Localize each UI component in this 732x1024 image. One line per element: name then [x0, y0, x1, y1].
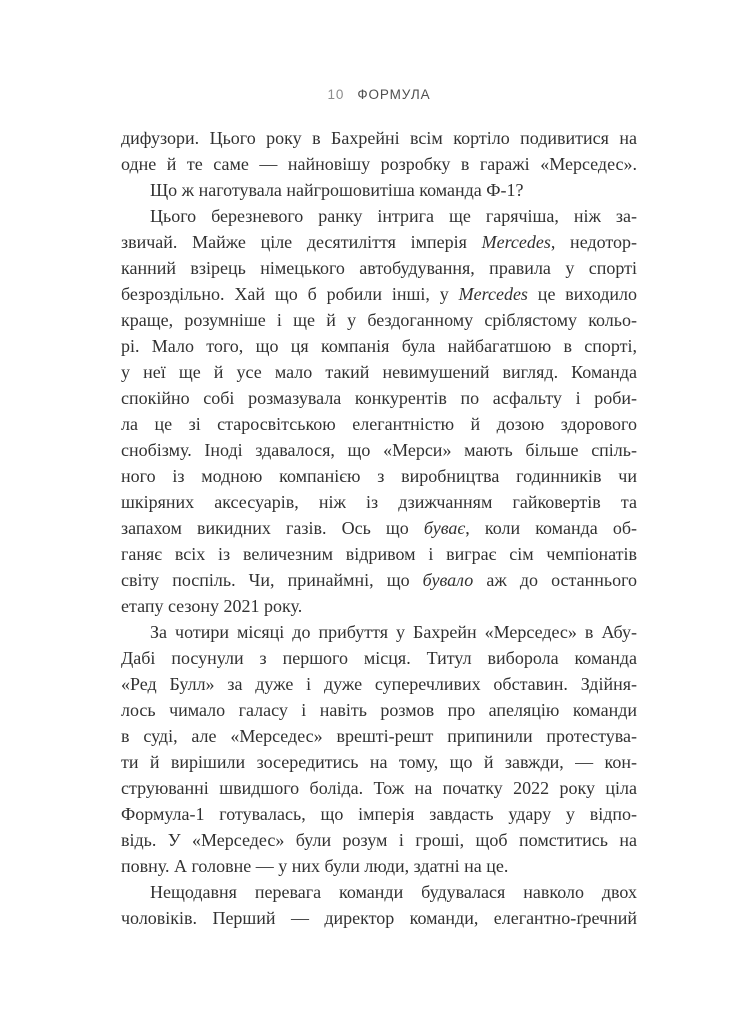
- text-segment: в суді, але «Мерседес» врешті-решт припинили протестува-: [121, 726, 637, 746]
- italic-text-segment: бувало: [422, 570, 474, 590]
- text-segment: ного із модною компанією з виробництва годинників чи: [121, 466, 637, 486]
- italic-text-segment: Mercedes: [458, 284, 528, 304]
- page-text: [121, 125, 637, 931]
- text-segment: За чотири місяці до прибуття у Бахрейн «Мерседес» в Абу-: [150, 622, 637, 642]
- text-line: [121, 489, 637, 515]
- text-line: [121, 203, 637, 229]
- text-line: [121, 879, 637, 905]
- text-line: [121, 385, 637, 411]
- text-line: [121, 515, 637, 541]
- text-line: [121, 541, 637, 567]
- text-line: [121, 723, 637, 749]
- text-segment: Нещодавня перевага команди будувалася навколо двох: [150, 882, 637, 902]
- text-segment: одне й те саме — найновішу розробку в гаражі «Мерседес».: [121, 154, 637, 174]
- text-segment: повну. А головне — у них були люди, здатні на це.: [121, 856, 509, 876]
- page-header: [121, 87, 637, 102]
- text-segment: , недотор-: [550, 232, 637, 252]
- text-line: [121, 463, 637, 489]
- page-number: 10: [327, 87, 345, 102]
- text-line: [121, 151, 637, 177]
- text-line: [121, 437, 637, 463]
- text-segment: Що ж наготувала найгрошовитіша команда Ф-1?: [150, 180, 524, 200]
- text-segment: у неї ще й усе мало такий невимушений вигляд. Команда: [121, 362, 637, 382]
- text-segment: Формула-1 готувалась, що імперія завдасть удару у відпо-: [121, 804, 637, 824]
- text-segment: ла це зі старосвітською елегантністю й дозою здорового: [121, 414, 637, 434]
- text-line: [121, 567, 637, 593]
- text-segment: лось чимало галасу і навіть розмов про апеляцію команди: [121, 700, 637, 720]
- text-segment: звичай. Майже ціле десятиліття імперія: [121, 232, 482, 252]
- text-segment: струюванні швидшого боліда. Тож на початку 2022 року ціла: [121, 778, 637, 798]
- text-line: [121, 827, 637, 853]
- text-segment: шкіряних аксесуарів, ніж із дзижчанням гайковертів та: [121, 492, 637, 512]
- text-line: [121, 775, 637, 801]
- italic-text-segment: буває: [423, 518, 466, 538]
- text-line: [121, 411, 637, 437]
- text-line: [121, 619, 637, 645]
- text-segment: етапу сезону 2021 року.: [121, 596, 303, 616]
- text-segment: , коли команда об-: [465, 518, 637, 538]
- text-segment: Дабі посунули з першого місця. Титул виборола команда: [121, 648, 637, 668]
- text-line: [121, 255, 637, 281]
- text-line: [121, 801, 637, 827]
- text-segment: Цього березневого ранку інтрига ще гарячіша, ніж за-: [150, 206, 637, 226]
- text-segment: рі. Мало того, що ця компанія була найбагатшою в спорті,: [121, 336, 637, 356]
- text-segment: спокійно собі розмазувала конкурентів по асфальту і роби-: [121, 388, 637, 408]
- text-line: [121, 281, 637, 307]
- italic-text-segment: Mercedes: [481, 232, 551, 252]
- text-line: [121, 853, 637, 879]
- text-segment: дифузори. Цього року в Бахрейні всім кортіло подивитися на: [121, 128, 637, 148]
- text-line: [121, 359, 637, 385]
- text-segment: «Ред Булл» за дуже і дуже суперечливих обставин. Здійня-: [121, 674, 637, 694]
- text-line: [121, 177, 637, 203]
- text-line: [121, 307, 637, 333]
- text-segment: чоловіків. Перший — директор команди, елегантно-ґречний: [121, 908, 637, 928]
- text-segment: безроздільно. Хай що б робили інші, у: [121, 284, 459, 304]
- text-line: [121, 593, 637, 619]
- text-segment: запахом викидних газів. Ось що: [121, 518, 424, 538]
- text-segment: краще, розумніше і ще й у бездоганному сріблястому кольо-: [121, 310, 637, 330]
- text-line: [121, 645, 637, 671]
- text-segment: це виходило: [527, 284, 637, 304]
- text-segment: ганяє всіх із величезним відривом і виграє сім чемпіонатів: [121, 544, 637, 564]
- text-line: [121, 697, 637, 723]
- text-segment: світу поспіль. Чи, принаймні, що: [121, 570, 423, 590]
- text-segment: аж до останнього: [473, 570, 637, 590]
- text-line: [121, 671, 637, 697]
- text-line: [121, 229, 637, 255]
- text-segment: снобізму. Іноді здавалося, що «Мерси» мають більше спіль-: [121, 440, 637, 460]
- text-line: [121, 905, 637, 931]
- text-line: [121, 125, 637, 151]
- text-segment: канний взірець німецького автобудування, правила у спорті: [121, 258, 637, 278]
- text-line: [121, 333, 637, 359]
- running-title: ФОРМУЛА: [357, 87, 431, 102]
- text-line: [121, 749, 637, 775]
- text-segment: відь. У «Мерседес» були розум і гроші, щоб помститись на: [121, 830, 637, 850]
- text-segment: ти й вирішили зосередитись на тому, що й завжди, — кон-: [121, 752, 637, 772]
